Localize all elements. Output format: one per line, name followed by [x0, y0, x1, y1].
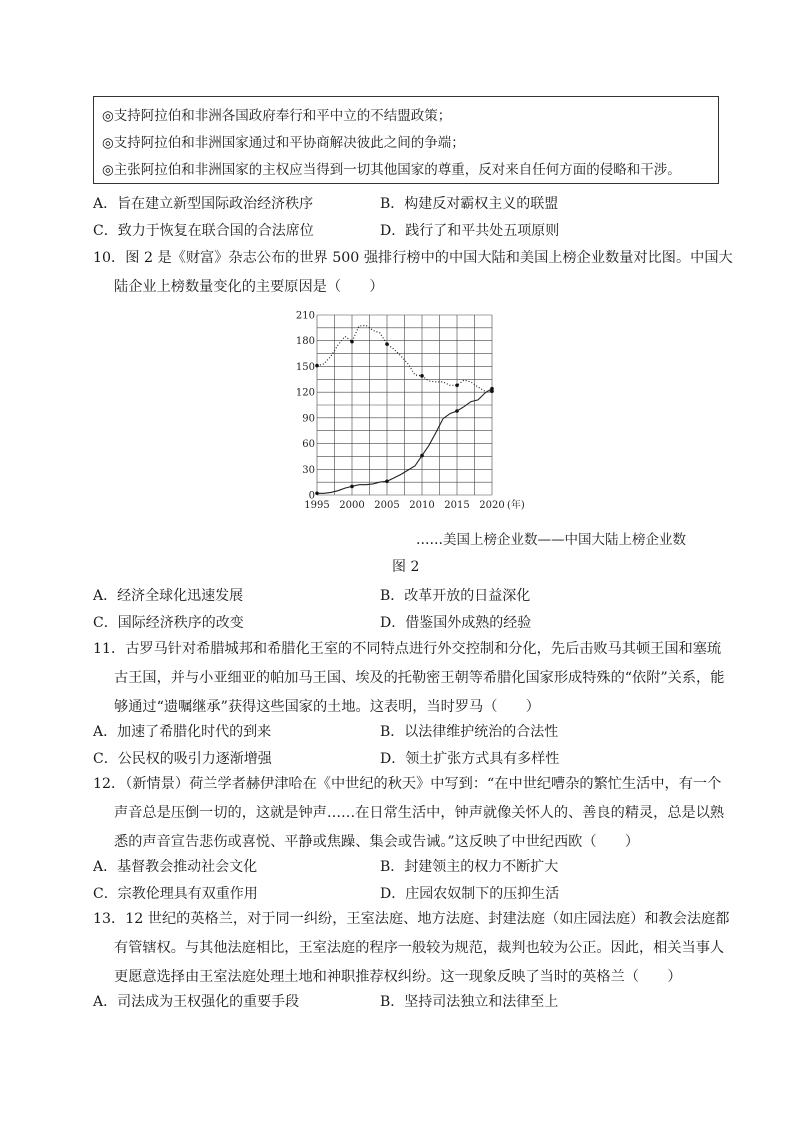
- data-point-china: [385, 479, 389, 483]
- q12-option-b[interactable]: B．封建领主的权力不断扩大: [380, 859, 559, 875]
- data-point-china: [315, 491, 319, 495]
- q12-option-c[interactable]: C．宗教伦理具有双重作用: [93, 886, 258, 902]
- q11-option-b[interactable]: B．以法律维护统治的合法性: [380, 724, 559, 740]
- q12-stem: [93, 770, 733, 857]
- data-point-us: [315, 364, 319, 368]
- q9-option-c[interactable]: C．致力于恢复在联合国的合法席位: [93, 223, 314, 239]
- q12-option-a[interactable]: A．基督教会推动社会文化: [93, 859, 258, 875]
- q12-option-d[interactable]: D．庄园农奴制下的压抑生活: [380, 886, 560, 902]
- q13-option-b[interactable]: B．坚持司法独立和法律至上: [380, 994, 559, 1010]
- x-tick-label: 2005: [374, 500, 400, 511]
- x-axis-label: (年): [507, 500, 525, 511]
- x-tick-label: 1995: [304, 500, 330, 511]
- y-tick-label: 150: [295, 361, 315, 373]
- data-point-us: [455, 383, 459, 387]
- x-tick-label: 2000: [339, 500, 365, 511]
- figure-caption: 图 2: [392, 559, 420, 575]
- y-tick-label: 120: [295, 387, 315, 399]
- q9-option-a[interactable]: A．旨在建立新型国际政治经济秩序: [93, 196, 314, 212]
- y-tick-label: 180: [295, 336, 315, 348]
- q10-option-c[interactable]: C．国际经济秩序的改变: [93, 615, 244, 631]
- y-tick-label: 210: [295, 310, 315, 322]
- material-box: [93, 96, 719, 184]
- y-tick-label: 90: [302, 413, 315, 425]
- line-chart: [295, 300, 530, 529]
- q10-text: 10．图 2 是《财富》杂志公布的世界 500 强排行榜中的中国大陆和美国上榜企业数量对比图。中国大陆企业上榜数量变化的主要原因是（ ）: [93, 250, 733, 295]
- q11-option-c[interactable]: C．公民权的吸引力逐渐增强: [93, 751, 272, 767]
- data-point-china: [490, 387, 494, 391]
- material-line-1: ◎支持阿拉伯和非洲各国政府奉行和平中立的不结盟政策；: [102, 108, 452, 124]
- x-tick-label: 2010: [409, 500, 435, 511]
- data-point-china: [455, 409, 459, 413]
- q11-option-d[interactable]: D．领土扩张方式具有多样性: [380, 751, 560, 767]
- q11-option-a[interactable]: A．加速了希腊化时代的到来: [93, 724, 272, 740]
- data-point-china: [420, 454, 424, 458]
- q12-text: 12．（新情景）荷兰学者赫伊津哈在《中世纪的秋天》中写到：“在中世纪嘈杂的繁忙生活中，有一个声音总是压倒一切的，这就是钟声……在日常生活中，钟声就像关怀人的、善良的精灵，总是以熟悉的声音宣告悲伤或喜悦、平静或焦躁、集会或告诫。”这反映了中世纪西欧（ ）: [93, 776, 725, 850]
- q10-stem: [93, 244, 733, 302]
- q13-text: 13．12 世纪的英格兰，对于同一纠纷，王室法庭、地方法庭、封建法庭（如庄园法庭）和教会法庭都有管辖权。与其他法庭相比，王室法庭的程序一般较为规范，裁判也较为公正。因此，相关当事人更愿意选择由王室法庭处理土地和神职推荐权纠纷。这一现象反映了当时的英格兰（ ）: [93, 911, 730, 985]
- data-point-us: [420, 374, 424, 378]
- y-tick-label: 30: [302, 464, 315, 476]
- chart-svg: [295, 300, 530, 525]
- q11-stem: [93, 635, 733, 722]
- data-point-us: [350, 340, 354, 344]
- chart-legend: ……美国上榜企业数——中国大陆上榜企业数: [416, 532, 686, 548]
- q10-option-d[interactable]: D．借鉴国外成熟的经验: [380, 615, 532, 631]
- q9-option-d[interactable]: D．践行了和平共处五项原则: [380, 223, 560, 239]
- data-point-us: [385, 342, 389, 346]
- x-tick-label: 2020: [479, 500, 505, 511]
- x-tick-label: 2015: [444, 500, 470, 511]
- q9-option-b[interactable]: B．构建反对霸权主义的联盟: [380, 196, 559, 212]
- q11-text: 11．古罗马针对希腊城邦和希腊化王室的不同特点进行外交控制和分化，先后击败马其顿王国和塞琉古王国，并与小亚细亚的帕加马王国、埃及的托勒密王朝等希腊化国家形成特殊的“依附”关系，能够通过“遗嘱继承”获得这些国家的土地。这表明，当时罗马（ ）: [93, 641, 725, 715]
- y-tick-label: 60: [302, 439, 315, 451]
- material-line-2: ◎支持阿拉伯和非洲国家通过和平协商解决彼此之间的争端；: [102, 135, 465, 151]
- q13-option-a[interactable]: A．司法成为王权强化的重要手段: [93, 994, 300, 1010]
- data-point-china: [350, 485, 354, 489]
- material-line-3: ◎主张阿拉伯和非洲国家的主权应当得到一切其他国家的尊重，反对来自任何方面的侵略和干涉。: [102, 162, 681, 178]
- q10-option-b[interactable]: B．改革开放的日益深化: [380, 588, 531, 604]
- q10-option-a[interactable]: A．经济全球化迅速发展: [93, 588, 244, 604]
- q13-stem: [93, 905, 733, 992]
- y-tick-label: 0: [308, 490, 315, 502]
